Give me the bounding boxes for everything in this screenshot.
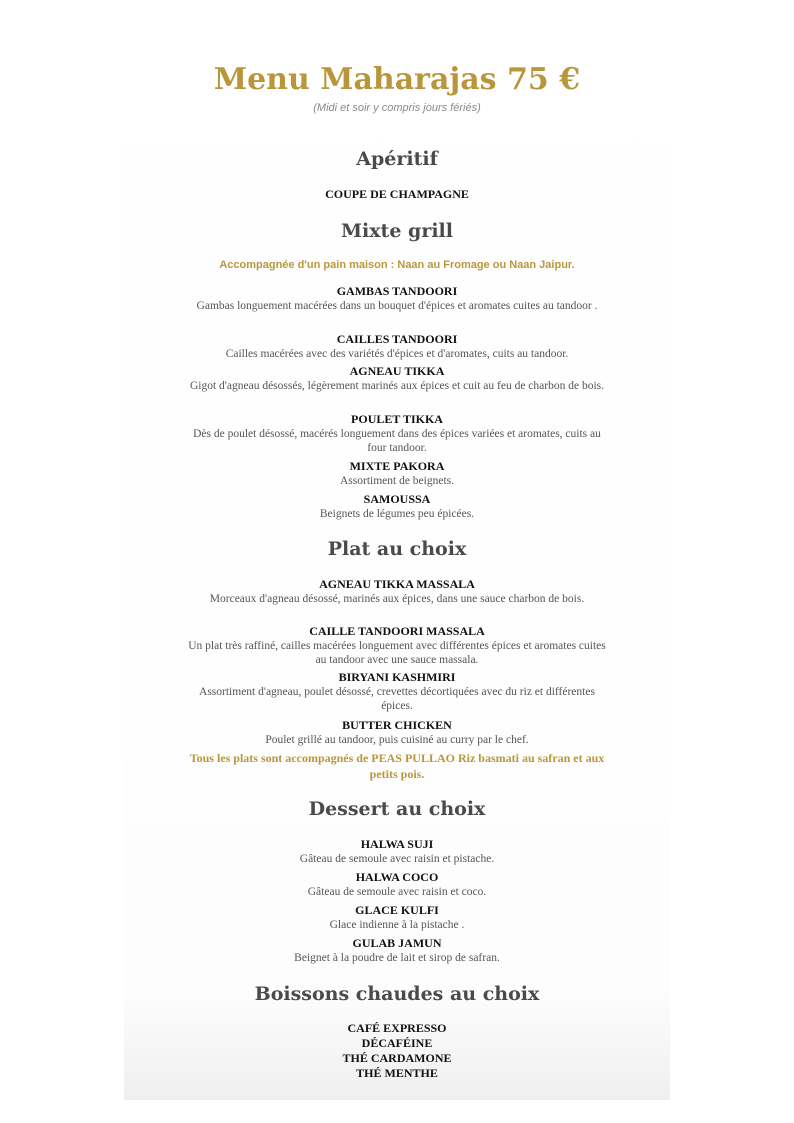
dish-name: POULET TIKKA xyxy=(351,412,443,426)
section-heading-boissons: Boissons chaudes au choix xyxy=(254,983,540,1005)
dish-description: Assortiment d'agneau, poulet désossé, crevettes décortiquées avec du riz et différentes épices. xyxy=(199,686,595,712)
dish-name: CAILLE TANDOORI MASSALA xyxy=(309,624,485,638)
dish-description: Glace indienne à la pistache . xyxy=(329,919,465,931)
dish-item xyxy=(184,412,610,455)
dish-name: SAMOUSSA xyxy=(363,492,431,506)
dish-item xyxy=(184,624,610,667)
dish-item xyxy=(184,577,610,606)
section-heading-grill: Mixte grill xyxy=(340,220,453,242)
dish-item xyxy=(184,936,610,965)
dish-description: Beignet à la poudre de lait et sirop de safran. xyxy=(294,952,500,964)
menu-subtitle: (Midi et soir y compris jours fériés) xyxy=(313,102,481,114)
section-heading-plat: Plat au choix xyxy=(327,538,467,560)
drinks-list xyxy=(124,1021,670,1081)
dish-name: CAILLES TANDOORI xyxy=(336,332,458,346)
dish-item xyxy=(184,903,610,932)
dish-description: Morceaux d'agneau désossé, marinés aux épices, dans une sauce charbon de bois. xyxy=(209,593,585,605)
dish-item xyxy=(184,332,610,361)
drink-item: CAFÉ EXPRESSO xyxy=(347,1021,447,1035)
dish-name: GLACE KULFI xyxy=(355,903,439,917)
drink-item: THÉ MENTHE xyxy=(356,1066,438,1080)
dish-item xyxy=(184,284,610,313)
dish-item xyxy=(184,459,610,488)
drink-item: THÉ CARDAMONE xyxy=(342,1051,452,1065)
grill-note: Accompagnée d'un pain maison : Naan au Fromage ou Naan Jaipur. xyxy=(219,259,575,271)
dish-item xyxy=(184,718,610,747)
dish-name: HALWA COCO xyxy=(355,870,439,884)
dish-name: GAMBAS TANDOORI xyxy=(336,284,458,298)
dish-item xyxy=(184,670,610,713)
dish-description: Gambas longuement macérées dans un bouquet d'épices et aromates cuites au tandoor . xyxy=(196,300,598,312)
dish-description: Cailles macérées avec des variétés d'épices et d'aromates, cuits au tandoor. xyxy=(225,348,569,360)
dish-item xyxy=(184,870,610,899)
plat-accompaniment-note: Tous les plats sont accompagnés de PEAS PULLAO Riz basmati au safran et aux petits pois. xyxy=(189,751,605,781)
dish-name: BIRYANI KASHMIRI xyxy=(338,670,456,684)
dish-description: Beignets de légumes peu épicées. xyxy=(319,508,475,520)
dish-name: AGNEAU TIKKA MASSALA xyxy=(319,577,475,591)
dish-description: Gâteau de semoule avec raisin et pistache. xyxy=(299,853,495,865)
dish-description: Un plat très raffiné, cailles macérées longuement avec différentes épices et aromates cuites au tandoor avec une sauce massala. xyxy=(188,640,606,666)
dish-description: Gigot d'agneau désossés, légèrement marinés aux épices et cuit au feu de charbon de bois. xyxy=(189,380,604,392)
dish-name: COUPE DE CHAMPAGNE xyxy=(325,187,469,201)
dish-name: HALWA SUJI xyxy=(360,837,434,851)
dish-description: Dès de poulet désossé, macérés longuement dans des épices variées et aromates, cuits au four tandoor. xyxy=(193,428,601,454)
dish-item xyxy=(184,364,610,393)
dish-item xyxy=(184,187,610,202)
dish-description: Assortiment de beignets. xyxy=(339,475,455,487)
dish-name: GULAB JAMUN xyxy=(352,936,442,950)
dish-description: Gâteau de semoule avec raisin et coco. xyxy=(307,886,487,898)
section-heading-dessert: Dessert au choix xyxy=(308,798,486,820)
menu-title: Menu Maharajas 75 € xyxy=(213,62,581,97)
dish-name: MIXTE PAKORA xyxy=(349,459,445,473)
dish-description: Poulet grillé au tandoor, puis cuisiné au curry par le chef. xyxy=(265,734,529,746)
dish-item xyxy=(184,837,610,866)
dish-item xyxy=(184,492,610,521)
dish-name: AGNEAU TIKKA xyxy=(349,364,445,378)
drink-item: DÉCAFÉINE xyxy=(361,1036,433,1050)
dish-name: BUTTER CHICKEN xyxy=(342,718,452,732)
section-heading-aperitif: Apéritif xyxy=(356,148,438,170)
